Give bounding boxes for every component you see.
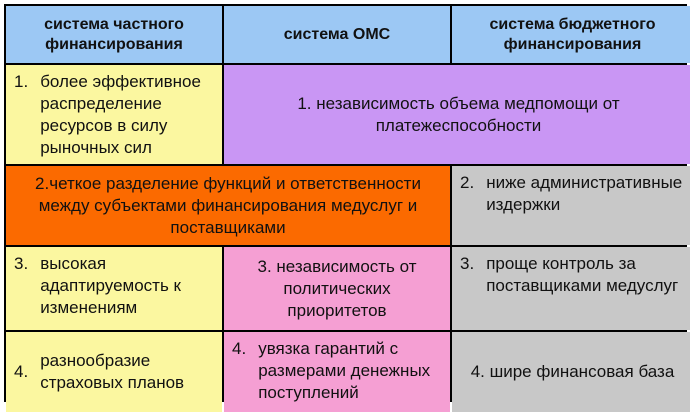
item-number: 4. bbox=[232, 339, 247, 358]
cell-private-4 bbox=[6, 332, 222, 412]
cell-budget-4 bbox=[452, 332, 690, 412]
item-number: 1. bbox=[14, 72, 29, 91]
item-number: 2. bbox=[460, 173, 475, 192]
item-number: 3. bbox=[14, 254, 29, 273]
cell-oms-4 bbox=[224, 332, 450, 412]
header-oms: система ОМС bbox=[224, 6, 450, 63]
header-budget: система бюджетного финансирования bbox=[452, 6, 690, 63]
cell-private-oms-2 bbox=[6, 166, 450, 245]
item-text: 3. независимость от политических приоритетов bbox=[257, 256, 417, 320]
item-text: 4. шире финансовая база bbox=[470, 362, 675, 381]
cell-private-1 bbox=[6, 65, 222, 164]
cell-private-3 bbox=[6, 247, 222, 330]
item-number: 4. bbox=[14, 362, 29, 381]
item-text: высокая адаптируемость к изменениям bbox=[40, 254, 181, 317]
item-text: более эффективное распределение ресурсов в силу рыночных сил bbox=[40, 72, 201, 157]
item-number: 3. bbox=[460, 254, 475, 273]
cell-oms-budget-1 bbox=[224, 65, 690, 164]
item-text: разнообразие страховых планов bbox=[40, 351, 185, 392]
header-private: система частного финансирования bbox=[6, 6, 222, 63]
item-text: 2.четкое разделение функций и ответственности между субъектами финансирования медуслуг и поставщиками bbox=[35, 173, 421, 237]
item-text: ниже административные издержки bbox=[486, 173, 683, 214]
item-text: 1. независимость объема медпомощи от платежеспособности bbox=[297, 93, 620, 135]
cell-oms-3 bbox=[224, 247, 450, 330]
item-text: проще контроль за поставщиками медуслуг bbox=[486, 254, 679, 295]
comparison-table bbox=[4, 4, 687, 402]
item-text: увязка гарантий с размерами денежных поступлений bbox=[258, 339, 431, 402]
cell-budget-2 bbox=[452, 166, 690, 245]
cell-budget-3 bbox=[452, 247, 690, 330]
